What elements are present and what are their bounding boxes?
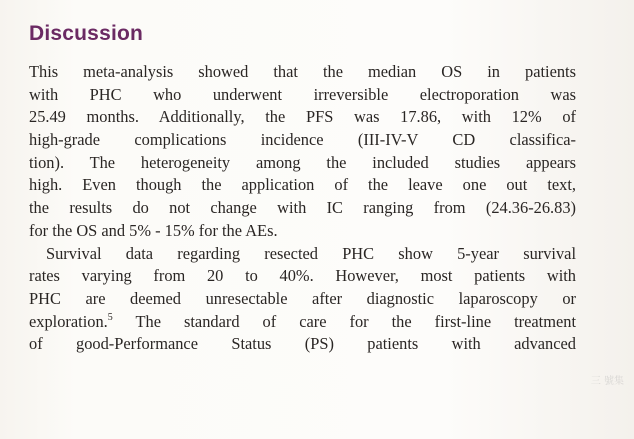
text-line: the results do not change with IC ranging from (24.36-26.83): [29, 198, 576, 218]
text-line: of good-Performance Status (PS) patients with advanced: [29, 334, 576, 354]
text-line: for the OS and 5% - 15% for the AEs.: [29, 220, 278, 240]
text-line: Survival data regarding resected PHC show 5-year survival: [46, 243, 576, 263]
citation-marker[interactable]: 5: [107, 311, 113, 323]
text-line: high-grade complications incidence (III-IV-V CD classifica-: [29, 130, 576, 150]
section-heading: Discussion: [29, 22, 144, 45]
text-line: PHC are deemed unresectable after diagnostic laparoscopy or: [29, 288, 576, 308]
body-text: [29, 61, 576, 356]
text-line: tion). The heterogeneity among the included studies appears: [29, 152, 576, 172]
text-line: This meta-analysis showed that the median OS in patients: [29, 62, 576, 81]
watermark-logo: 三 號集: [590, 376, 624, 387]
text-line-with-citation: [29, 311, 576, 334]
text-fragment: exploration.: [29, 311, 108, 331]
text-line: rates varying from 20 to 40%. However, most patients with: [29, 266, 576, 286]
text-line: 25.49 months. Additionally, the PFS was 17.86, with 12% of: [29, 107, 576, 127]
text-fragment: The standard of care for the first-line treatment: [135, 311, 577, 331]
text-line: high. Even though the application of the leave one out text,: [29, 175, 576, 195]
text-line: with PHC who underwent irreversible electroporation was: [29, 84, 576, 104]
